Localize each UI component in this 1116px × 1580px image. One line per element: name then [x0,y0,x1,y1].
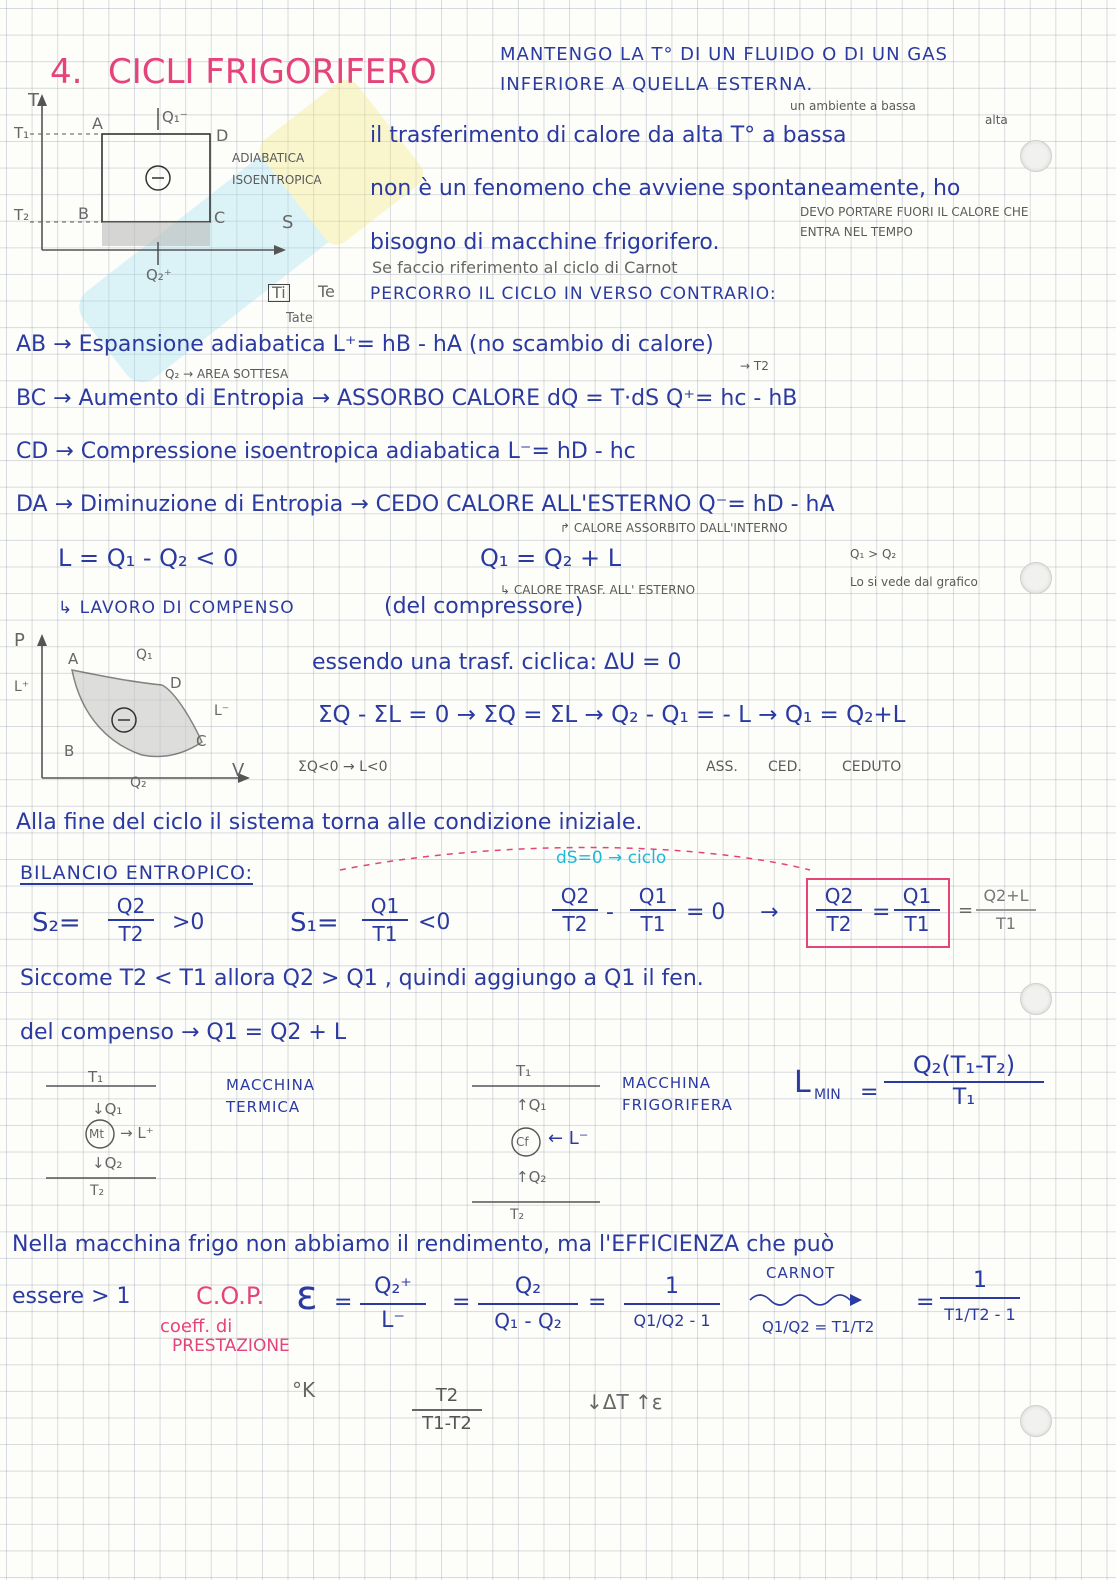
ts-axis-s: S [282,212,294,233]
mt-t2: T₂ [90,1183,105,1199]
siccome-line-2: del compenso → Q1 = Q2 + L [20,1020,347,1045]
bc-annotation-2: → T2 [740,359,769,373]
mt-label: Mt [89,1127,105,1141]
intro-line-4: Se faccio riferimento al ciclo di Carnot [372,258,678,277]
section-number: 4. [50,52,83,92]
page-title: CICLI FRIGORIFERO [108,52,437,92]
mt-q1: ↓Q₁ [92,1100,123,1118]
s1-result: <0 [418,910,451,935]
cf-label: Cf [516,1135,529,1149]
pv-q1: Q₁ [136,647,153,663]
label-absorbed: ASS. [706,759,738,775]
binder-hole [1020,562,1052,594]
step-cd: CD → Compressione isoentropica adiabatica L⁻= hD - hc [16,439,636,464]
intro-line-1: il trasferimento di calore da alta T° a bassa [370,123,847,148]
cop-frac-3: 1 Q1/Q2 - 1 [624,1272,720,1336]
result-eq-2: = [958,900,974,921]
compensation-work: ↳ LAVORO DI COMPENSO [58,598,295,618]
ts-label-t1: T₁ [14,124,30,142]
eps-eq-4: = [916,1290,935,1315]
intro-ti: Ti [268,284,290,302]
cop-prestazione: PRESTAZIONE [172,1336,290,1356]
cop-frac-2: Q₂ Q₁ - Q₂ [478,1272,578,1336]
cyclic-line-1: essendo una trasf. ciclica: ΔU = 0 [312,650,682,675]
mt-title-2: TERMICA [226,1098,301,1116]
cf-work: ← L⁻ [548,1128,589,1149]
end-cycle-note: Alla fine del ciclo il sistema torna alle condizione iniziale. [16,810,643,835]
mt-title-1: MACCHINA [226,1076,316,1094]
bc-annotation: Q₂ → AREA SOTTESA [165,367,289,381]
eps-eq-3: = [588,1290,607,1315]
result-eq: = [872,900,891,925]
pv-point-a: A [68,650,79,668]
annotation-q1-gt-q2: Q₁ > Q₂ [850,547,897,561]
efficiency-line-2: essere > 1 [12,1284,131,1309]
ts-axis-t: T [28,90,39,111]
balance-eq0: = 0 [686,900,726,925]
cyclic-sub: ΣQ<0 → L<0 [298,759,388,775]
ts-point-b: B [78,204,89,223]
work-equation: L = Q₁ - Q₂ < 0 [58,544,239,572]
cf-title-2: FRIGORIFERA [622,1096,733,1114]
pv-point-d: D [170,674,182,692]
ts-point-a: A [92,114,103,133]
entropy-title: BILANCIO ENTROPICO: [20,862,254,884]
result-frac-2: Q1 T1 [894,884,940,936]
ts-q1: Q₁⁻ [162,108,188,126]
pv-point-c: C [196,732,207,750]
lmin-eq: = [860,1080,879,1105]
binder-hole [1020,1405,1052,1437]
s2-fraction: Q2 T2 [108,894,154,946]
step-bc: BC → Aumento di Entropia → ASSORBO CALORE dQ = T·dS Q⁺= hc - hB [16,386,798,411]
intro-line-5: PERCORRO IL CICLO IN VERSO CONTRARIO: [370,284,777,304]
carnot-label: CARNOT [766,1264,836,1282]
mt-t1: T₁ [88,1068,104,1086]
s2-label: S₂= [32,908,81,938]
cop-coeff: coeff. di [160,1316,233,1337]
carnot-relation: Q1/Q2 = T1/T2 [762,1318,875,1336]
pv-axis-v: V [232,760,245,781]
eps-eq-2: = [452,1290,471,1315]
cop-frac-4: 1 T1/T2 - 1 [940,1266,1020,1330]
cf-title-1: MACCHINA [622,1074,712,1092]
ts-label-t2: T₂ [14,206,30,224]
result-frac-3: Q2+L T1 [976,884,1036,936]
ts-q2: Q₂⁺ [146,266,172,284]
pv-point-b: B [64,742,75,760]
ts-isentropic-label: ISOENTROPICA [232,173,322,187]
eps-eq-1: = [334,1290,353,1315]
cf-t1: T₁ [516,1062,532,1080]
siccome-line-1: Siccome T2 < T1 allora Q2 > Q1 , quindi aggiungo a Q1 il fen. [20,966,704,991]
ts-point-c: C [214,208,226,227]
heat-equation: Q₁ = Q₂ + L [480,544,622,572]
efficiency-line-1: Nella macchina frigo non abbiamo il rendimento, ma l'EFFICIENZA che può [12,1232,835,1257]
pv-q2: Q₂ [130,775,147,791]
intro-annotation-1: un ambiente a bassa [790,99,916,113]
cf-q2: ↑Q₂ [516,1168,547,1186]
temp-fraction: T2 T1-T2 [412,1384,482,1436]
balance-frac-1: Q2 T2 [552,884,598,936]
result-frac-1: Q2 T2 [816,884,862,936]
intro-line-3: bisogno di macchine frigorifero. [370,230,720,255]
cop-label: C.O.P. [196,1282,265,1310]
title-note: MANTENGO LA T° DI UN FLUIDO O DI UN GAS INFERIORE A QUELLA ESTERNA. [500,44,948,95]
ts-adiabatic-label: ADIABATICA [232,151,305,165]
epsilon-symbol: ε [296,1273,318,1319]
delta-t-note: ↓ΔT ↑ε [586,1390,663,1414]
cyclic-line-2: ΣQ - ΣL = 0 → ΣQ = ΣL → Q₂ - Q₁ = - L → Q₁ = Q₂+L [318,702,906,728]
kelvin-unit: °K [292,1378,316,1402]
pv-work-negative: L⁻ [214,703,230,719]
annotation-absorbed: ↱ CALORE ASSORBITO DALL'INTERNO [560,521,788,535]
lmin-fraction: Q₂(T₁-T₂) T₁ [884,1050,1044,1112]
annotation-transferred: ↳ CALORE TRASF. ALL' ESTERNO [500,583,696,597]
intro-annotation-3: DEVO PORTARE FUORI IL CALORE CHE ENTRA NEL TEMPO [800,205,1029,239]
binder-hole [1020,983,1052,1015]
balance-frac-2: Q1 T1 [630,884,676,936]
dashed-arrow [340,840,840,880]
intro-te: Te [318,282,335,301]
entropy-ds-note: dS=0 → ciclo [556,848,667,868]
label-ceded: CED. [768,759,802,775]
compressor-note: (del compressore) [384,594,584,619]
cop-frac-1: Q₂⁺ L⁻ [360,1272,426,1336]
binder-hole [1020,140,1052,172]
lmin-symbol: L [794,1065,811,1100]
intro-line-2: non è un fenomeno che avviene spontaneamente, ho [370,176,961,201]
step-da: DA → Diminuzione di Entropia → CEDO CALORE ALL'ESTERNO Q⁻= hD - hA [16,492,835,517]
mt-q2: ↓Q₂ [92,1154,123,1172]
annotation-from-graph: Lo si vede dal grafico [850,575,978,589]
step-ab: AB → Espansione adiabatica L⁺= hB - hA (no scambio di calore) [16,332,714,357]
cf-t2: T₂ [510,1207,525,1223]
pv-axis-p: P [14,630,25,651]
mt-work: → L⁺ [120,1124,154,1142]
label-ceduto: CEDUTO [842,759,902,775]
carnot-arrow [750,1290,870,1310]
ts-point-d: D [216,126,229,145]
pv-work-positive: L⁺ [14,679,30,695]
s1-label: S₁= [290,908,339,938]
s2-result: >0 [172,910,205,935]
lmin-subscript: MIN [814,1087,841,1103]
balance-arrow: → [760,900,779,925]
intro-annotation-2: alta [985,113,1008,127]
cf-q1: ↑Q₁ [516,1096,547,1114]
intro-tate: Tate [286,311,313,326]
balance-minus: - [606,900,614,925]
s1-fraction: Q1 T1 [362,894,408,946]
